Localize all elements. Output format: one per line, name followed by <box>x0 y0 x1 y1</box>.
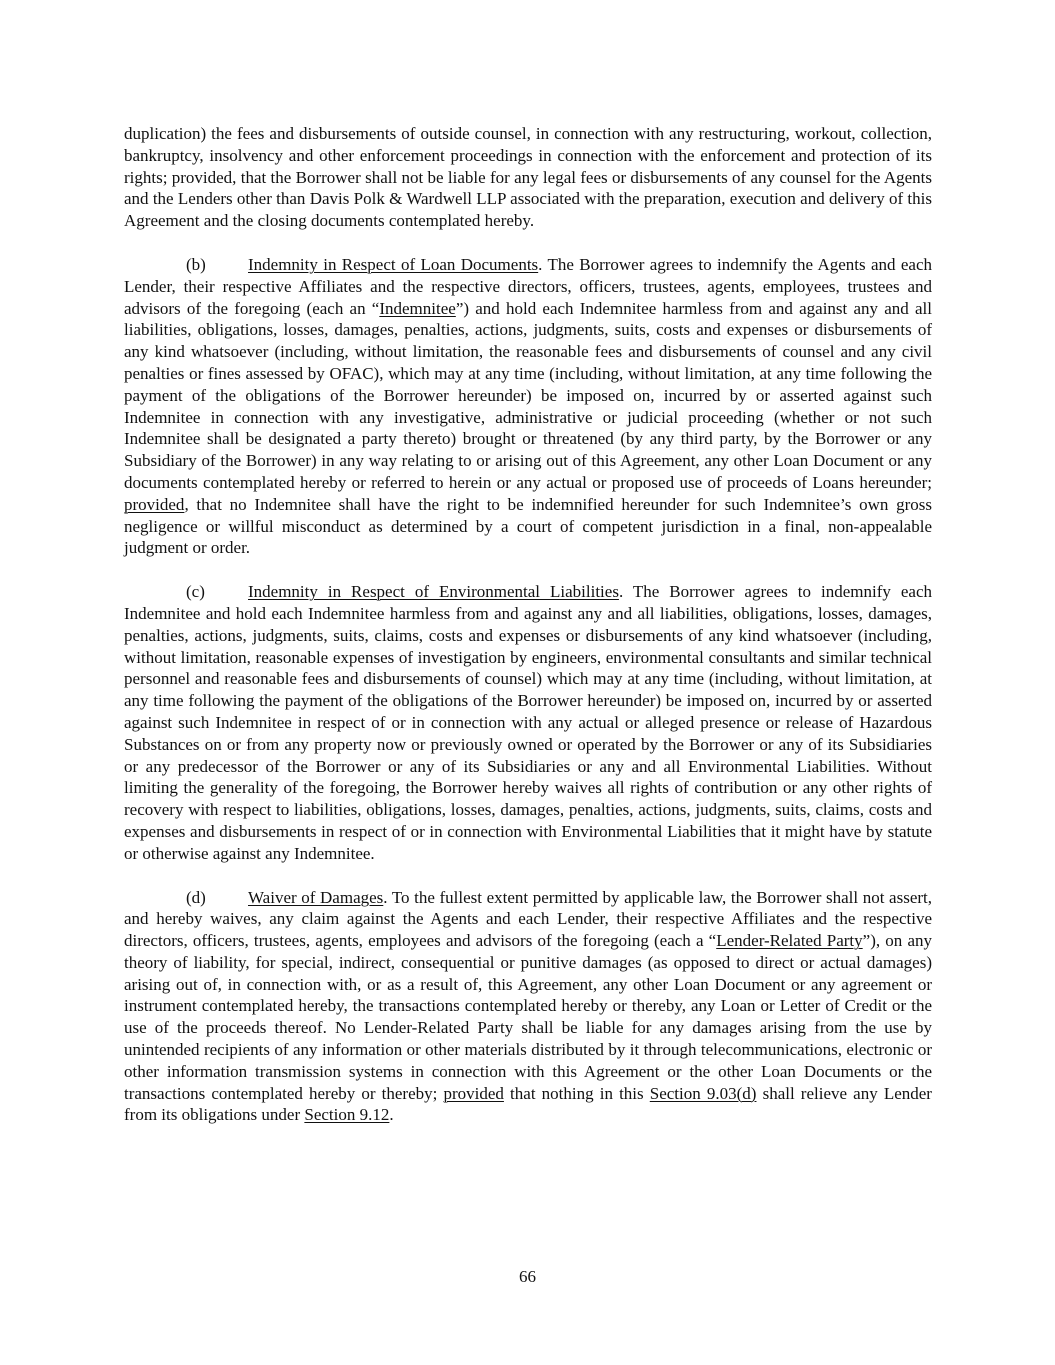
proviso-term: provided <box>124 494 185 514</box>
paragraph-text: . The Borrower agrees to indemnify each Indemnitee and hold each Indemnitee harmless from and against any and all liabilities, obligations, losses, damages, penalties, actions, judgments, suits, claims, costs and expenses or disbursements of any kind whatsoever (including, without limitation, reasonable expenses of investigation by engineers, environmental consultants and similar technical personnel and reasonable fees and disbursements of counsel) which may at any time (including, without limitation, at any time following the payment of the obligations of the Borrower hereunder) be imposed on, incurred by or asserted against such Indemnitee in respect of or in connection with any actual or alleged presence or release of Hazardous Substances on or from any property now or previously owned or operated by the Borrower or any of its Subsidiaries or any predecessor of the Borrower or any of its Subsidiaries or any and all Environmental Liabilities. Without limiting the generality of the foregoing, the Borrower hereby waives all rights of contribution or any other rights of recovery with respect to liabilities, obligations, losses, damages, penalties, actions, judgments, suits, claims, costs and expenses and disbursements in respect of or in connection with Environmental Liabilities that it might have by statute or otherwise against any Indemnitee. <box>124 582 932 863</box>
paragraph-label: (d) <box>186 887 206 907</box>
paragraph-text: . <box>389 1105 394 1125</box>
paragraph-text: ”), on any theory of liability, for special, indirect, consequential or punitive damages (as opposed to direct or actual damages) arising out of, in connection with, or as a result of, this Agreement, any other Loan Document or any agreement or instrument contemplated hereby, the transactions contemplated hereby or thereby, any Loan or Letter of Credit or the use of the proceeds thereof. No Lender-Related Party shall be liable for any damages arising from the use by unintended recipients of any information or other materials distributed by it through telecommunications, electronic or other information transmission systems in connection with this Agreement or the other Loan Documents or the transactions contemplated hereby or thereby; <box>124 931 932 1103</box>
section-reference: Section 9.12 <box>304 1105 390 1125</box>
section-reference: Section 9.03(d) <box>649 1083 757 1103</box>
paragraph-b <box>124 254 932 559</box>
paragraph-text: shall relieve any Lender from its obligations under <box>124 1083 932 1125</box>
paragraph-label: (b) <box>186 254 206 274</box>
section-heading: Waiver of Damages <box>248 887 384 907</box>
defined-term: Indemnitee <box>379 298 456 318</box>
page-number: 66 <box>519 1267 536 1286</box>
paragraph-text: ”) and hold each Indemnitee harmless from and against any and all liabilities, obligations, losses, damages, penalties, actions, judgments, suits, costs and expenses or disbursements of any kind whatsoever (including, without limitation, the reasonable fees and disbursements of counsel and any civil penalties or fines assessed by OFAC), which may at any time (including, without limitation, at any time following the payment of the obligations of the Borrower hereunder) be imposed on, incurred by or asserted against such Indemnitee in connection with any investigative, administrative or judicial proceeding (whether or not such Indemnitee shall be designated a party thereto) brought or threatened (by any third party, by the Borrower or any Subsidiary of the Borrower) in any way relating to or arising out of this Agreement, any other Loan Document or any documents contemplated hereby or referred to herein or any actual or proposed use of proceeds of Loans hereunder; <box>124 298 932 492</box>
paragraph-c <box>124 581 932 864</box>
paragraph-text: . To the fullest extent permitted by applicable law, the Borrower shall not assert, and hereby waives, any claim against the Agents and each Lender, their respective Affiliates and the respective directors, officers, trustees, agents, employees and advisors of the foregoing (each a “ <box>124 887 933 951</box>
paragraph-text: that nothing in this <box>503 1083 650 1103</box>
document-page <box>124 123 932 1148</box>
paragraph-label: (c) <box>186 582 205 602</box>
paragraph-a-continuation <box>124 123 932 232</box>
section-heading: Indemnity in Respect of Loan Documents <box>248 254 539 274</box>
paragraph-text: , that no Indemnitee shall have the right to be indemnified hereunder for such Indemnitee’s own gross negligence or willful misconduct as determined by a court of competent jurisdiction in a final, non-appealable judgment or order. <box>124 494 932 558</box>
paragraph-text: duplication) the fees and disbursements of outside counsel, in connection with any restructuring, workout, collection, bankruptcy, insolvency and other enforcement proceedings in connection with the enforcement and protection of its rights; provided, that the Borrower shall not be liable for any legal fees or disbursements of any counsel for the Agents and the Lenders other than Davis Polk & Wardwell LLP associated with the preparation, execution and delivery of this Agreement and the closing documents contemplated hereby. <box>124 124 932 231</box>
defined-term: Lender-Related Party <box>716 931 863 951</box>
section-heading: Indemnity in Respect of Environmental Liabilities <box>248 582 619 602</box>
proviso-term: provided <box>443 1083 504 1103</box>
paragraph-d <box>124 887 932 1127</box>
paragraph-text: . The Borrower agrees to indemnify the Agents and each Lender, their respective Affiliates and the respective directors, officers, trustees, agents, employees, trustees and advisors of the foregoing (each an “ <box>124 254 932 318</box>
